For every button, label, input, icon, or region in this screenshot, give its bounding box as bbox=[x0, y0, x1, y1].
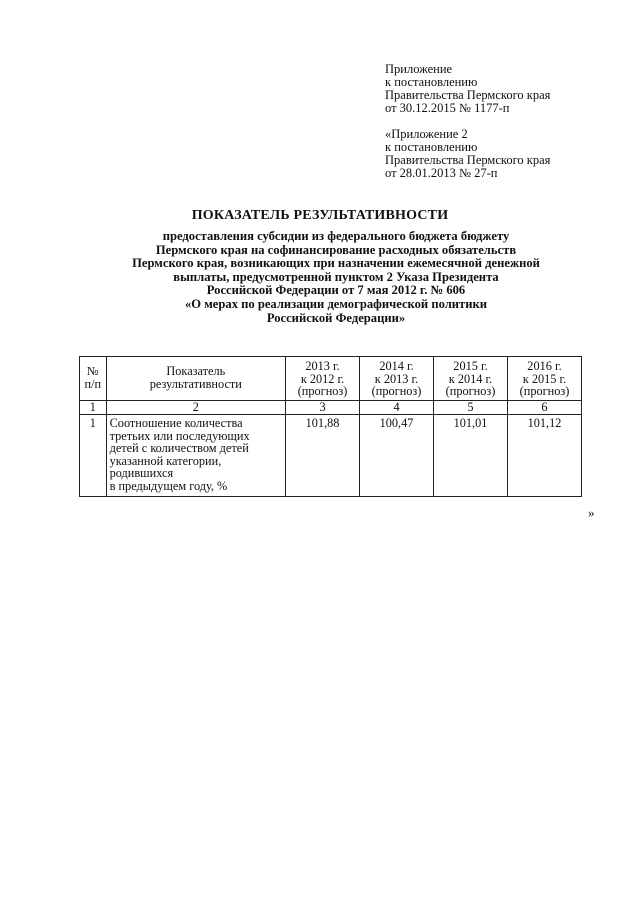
indicator-table bbox=[79, 356, 582, 497]
appendix-line: от 30.12.2015 № 1177-п bbox=[385, 101, 510, 115]
appendix-line: Приложение bbox=[385, 62, 453, 76]
value-cell-2014: 100,47 bbox=[360, 415, 434, 497]
subtitle-line: Российской Федерации» bbox=[266, 310, 406, 325]
appendix-line: Правительства Пермского края bbox=[385, 88, 551, 102]
column-number-cell: 6 bbox=[508, 401, 582, 415]
appendix-line: Правительства Пермского края bbox=[385, 153, 551, 167]
header-cell-year-2013: 2013 г. к 2012 г. (прогноз) bbox=[286, 357, 360, 401]
table-row bbox=[80, 415, 582, 497]
row-indicator-cell: Соотношение количества третьих или последующих детей с количеством детей указанной категории, родившихся в предыдущем году, % bbox=[106, 415, 285, 497]
header-cell-indicator: Показатель результативности bbox=[106, 357, 285, 401]
closing-quote: » bbox=[588, 505, 595, 520]
appendix-line: «Приложение 2 bbox=[385, 127, 468, 141]
column-number-cell: 3 bbox=[286, 401, 360, 415]
subtitle-line: Российской Федерации от 7 мая 2012 г. № 606 bbox=[206, 283, 466, 298]
subtitle-line: Пермского края на софинансирование расходных обязательств bbox=[155, 242, 517, 257]
header-cell-year-2015: 2015 г. к 2014 г. (прогноз) bbox=[434, 357, 508, 401]
subtitle-line: выплаты, предусмотренной пунктом 2 Указа Президента bbox=[173, 269, 499, 284]
header-cell-year-2016: 2016 г. к 2015 г. (прогноз) bbox=[508, 357, 582, 401]
document-title: ПОКАЗАТЕЛЬ РЕЗУЛЬТАТИВНОСТИ bbox=[191, 208, 449, 223]
subtitle-line: «О мерах по реализации демографической политики bbox=[184, 296, 487, 311]
subtitle-line: Пермского края, возникающих при назначении ежемесячной денежной bbox=[132, 256, 540, 271]
column-number-cell: 5 bbox=[434, 401, 508, 415]
appendix-line: к постановлению bbox=[385, 140, 478, 154]
appendix-reference-previous bbox=[385, 128, 550, 180]
subtitle-line: предоставления субсидии из федерального бюджета бюджету bbox=[162, 229, 510, 243]
appendix-reference-current bbox=[385, 63, 550, 115]
value-cell-2013: 101,88 bbox=[286, 415, 360, 497]
row-number-cell: 1 bbox=[80, 415, 107, 497]
header-cell-number: № п/п bbox=[80, 357, 107, 401]
value-cell-2015: 101,01 bbox=[434, 415, 508, 497]
value-cell-2016: 101,12 bbox=[508, 415, 582, 497]
appendix-line: к постановлению bbox=[385, 75, 478, 89]
appendix-line: от 28.01.2013 № 27-п bbox=[385, 166, 498, 180]
column-number-cell: 2 bbox=[106, 401, 285, 415]
document-subtitle bbox=[0, 230, 640, 325]
header-cell-year-2014: 2014 г. к 2013 г. (прогноз) bbox=[360, 357, 434, 401]
column-number-row bbox=[80, 401, 582, 415]
column-number-cell: 4 bbox=[360, 401, 434, 415]
column-number-cell: 1 bbox=[80, 401, 107, 415]
table-header-row bbox=[80, 357, 582, 401]
